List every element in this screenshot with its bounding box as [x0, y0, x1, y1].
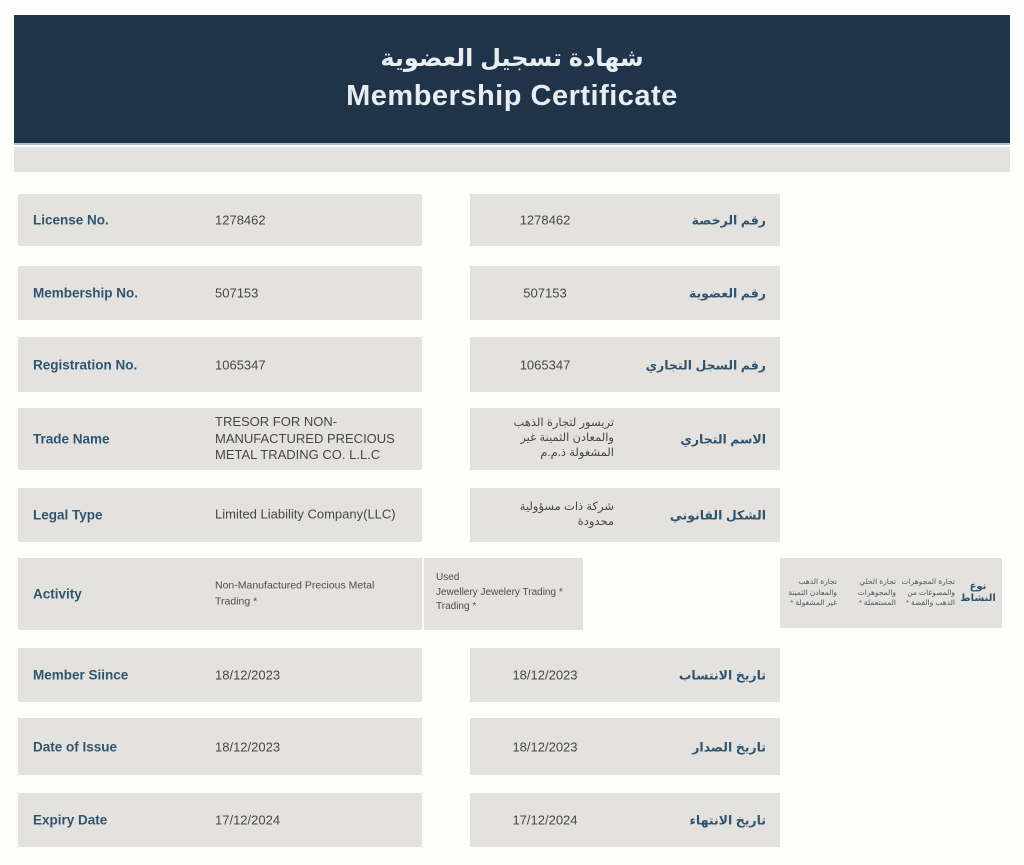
membership-label-ar: رقم العضوية — [688, 286, 766, 301]
trade-name-row-arabic — [470, 408, 780, 470]
activity-secondary-line-1: Used — [436, 572, 460, 583]
membership-row-arabic — [470, 266, 780, 320]
member-since-label-ar: تاريخ الانتساب — [678, 668, 766, 683]
legal-type-row-english — [18, 488, 422, 542]
expiry-date-value-ar: 17/12/2024 — [512, 812, 578, 828]
date-of-issue-label-en: Date of Issue — [33, 739, 118, 754]
member-since-value-ar: 18/12/2023 — [512, 667, 578, 683]
legal-type-value-en: Limited Liability Company(LLC) — [215, 506, 396, 522]
activity-secondary-lines — [436, 571, 563, 615]
date-of-issue-value-ar: 18/12/2023 — [512, 739, 578, 754]
license-value-en: 1278462 — [215, 212, 266, 228]
expiry-date-row-english — [18, 793, 422, 847]
registration-row-english — [18, 337, 422, 392]
legal-type-row-arabic — [470, 488, 780, 542]
date-of-issue-row-english — [18, 718, 422, 775]
registration-value-en: 1065347 — [215, 357, 266, 372]
license-value-ar: 1278462 — [519, 212, 571, 228]
activity-secondary-line-2: Jewellery Jewelery Trading * — [436, 586, 563, 598]
legal-type-label-en: Legal Type — [33, 507, 103, 523]
header-title-english: Membership Certificate — [346, 79, 678, 112]
membership-value-ar: 507153 — [523, 285, 567, 301]
legal-type-label-ar: الشكل القانوني — [669, 508, 766, 523]
activity-secondary-line-3: Trading * — [436, 601, 477, 612]
activity-secondary-box — [424, 558, 583, 630]
expiry-date-value-en: 17/12/2024 — [215, 812, 281, 828]
registration-label-ar: رقم السجل التجاري — [645, 358, 766, 372]
activity-row-english — [18, 558, 422, 630]
legal-type-value-ar: شركة ذات مسؤولية محدودة — [519, 500, 614, 528]
registration-row-arabic — [470, 337, 780, 392]
date-of-issue-label-ar: تاريخ الصدار — [692, 740, 766, 754]
date-of-issue-row-arabic — [470, 718, 780, 775]
trade-name-label-en: Trade Name — [33, 431, 110, 447]
member-since-label-en: Member Siince — [33, 667, 129, 683]
member-since-value-en: 18/12/2023 — [215, 667, 281, 683]
activity-item-ar-2: تجارة الحلي والمجوهرات المستعملة * — [857, 577, 896, 608]
license-row-english — [18, 194, 422, 246]
trade-name-value-ar: تريسور لتجارة الذهب والمعادن الثمينة غير المشغولة ذ.م.م — [513, 417, 614, 460]
member-since-row-english — [18, 648, 422, 702]
certificate-header — [14, 15, 1010, 145]
activity-row-arabic — [780, 558, 1002, 628]
license-label-ar: رقم الرخصة — [691, 213, 766, 228]
license-label-en: License No. — [33, 212, 109, 228]
trade-name-label-ar: الاسم التجاري — [680, 432, 766, 447]
expiry-date-label-en: Expiry Date — [33, 812, 108, 828]
expiry-date-label-ar: تاريخ الانتهاء — [689, 813, 766, 828]
activity-item-ar-1: تجارة المجوهرات والمصوغات من الذهب والفضة * — [901, 577, 955, 608]
license-row-arabic — [470, 194, 780, 246]
registration-value-ar: 1065347 — [519, 357, 571, 372]
header-title-arabic: شهادة تسجيل العضوية — [380, 44, 644, 72]
date-of-issue-value-en: 18/12/2023 — [215, 739, 281, 754]
membership-label-en: Membership No. — [33, 285, 139, 301]
expiry-date-row-arabic — [470, 793, 780, 847]
member-since-row-arabic — [470, 648, 780, 702]
trade-name-value-en: TRESOR FOR NON-MANUFACTURED PRECIOUS METAL TRADING CO. L.L.C — [215, 414, 395, 463]
activity-item-ar-3: تجارة الذهب والمعادن الثمينة غير المشغولة * — [788, 577, 837, 608]
activity-label-en: Activity — [33, 586, 82, 602]
membership-row-english — [18, 266, 422, 320]
trade-name-row-english — [18, 408, 422, 470]
membership-value-en: 507153 — [215, 285, 259, 301]
activity-primary-value-en: Non-Manufactured Precious Metal Trading * — [215, 579, 375, 607]
header-divider-strip — [14, 147, 1010, 172]
registration-label-en: Registration No. — [33, 357, 138, 372]
activity-label-ar: نوع النشاط — [960, 580, 996, 604]
